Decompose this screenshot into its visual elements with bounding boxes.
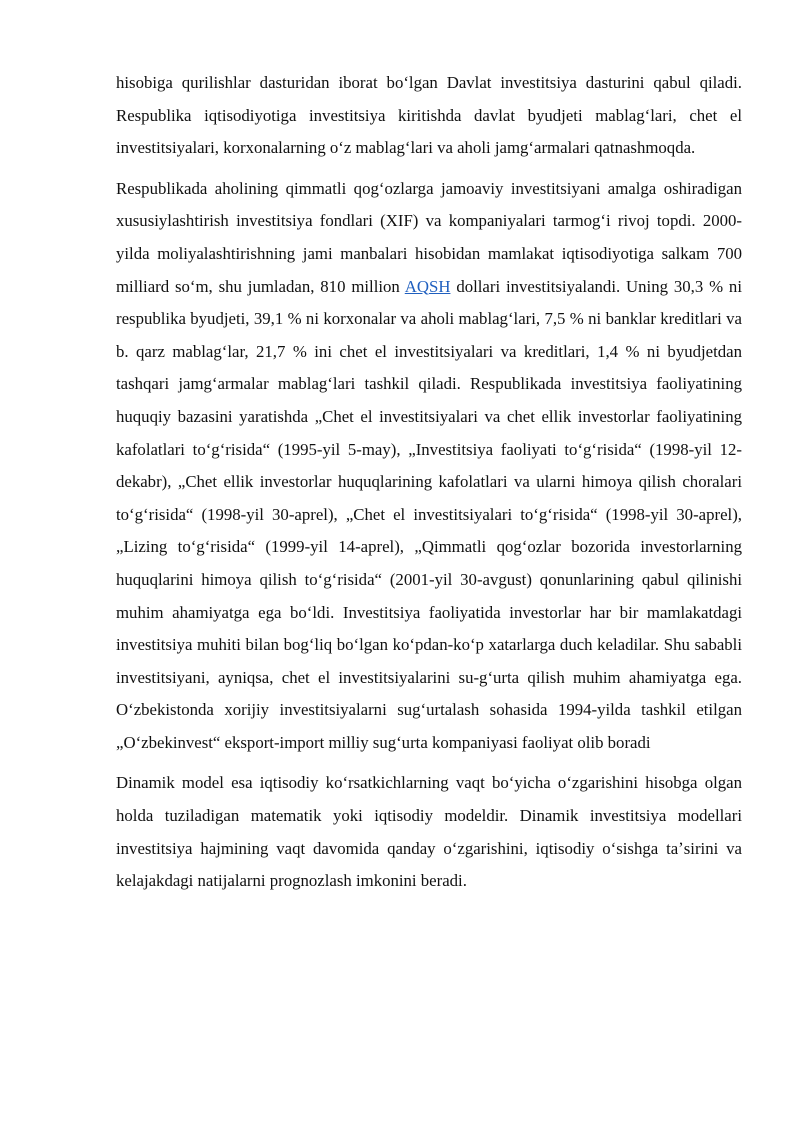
aqsh-link[interactable]: AQSH [404, 276, 451, 296]
paragraph-text-after-link: dollari investitsiyalandi. Uning 30,3 % ni respublika byudjeti, 39,1 % ni korxonalar va aholi mablagʻlari, 7,5 % ni banklar kreditlari va b. qarz mablagʻlar, 21,7 % ini chet el investitsiyalari va kreditlari, 1,4 % ni byudjetdan tashqari jamgʻarmalar mablagʻlari tashkil qiladi. Respublikada investitsiya faoliyatining huquqiy bazasini yaratishda „Chet el investitsiyalari va chet ellik investorlar faoliyatining kafolatlari toʻgʻrisida“ (1995-yil 5-may), „Investitsiya faoliyati toʻgʻrisida“ (1998-yil 12-dekabr), „Chet ellik investorlar huquqlarining kafolatlari va ularni himoya qilish choralari toʻgʻrisida“ (1998-yil 30-aprel), „Chet el investitsiyalari toʻgʻrisida“ (1998-yil 30-aprel), „Lizing toʻgʻrisida“ (1999-yil 14-aprel), „Qimmatli qogʻozlar bozorida investorlarning huquqlarini himoya qilish toʻgʻrisida“ (2001-yil 30-avgust) qonunlarining qabul qilinishi muhim ahamiyatga ega boʻldi. Investitsiya faoliyatida investorlar har bir mamlakatdagi investitsiya muhiti bilan bogʻliq boʻlgan koʻpdan-koʻp xatarlarga duch keladilar. Shu sababli investitsiyani, ayniqsa, chet el investitsiyalarini su-gʻurta qilish muhim ahamiyatga ega. Oʻzbekistonda xorijiy investitsiyalarni sugʻurtalash sohasida 1994-yilda tashkil etilgan „Oʻzbekinvest“ eksport-import milliy sugʻurta kompaniyasi faoliyat olib boradi [116, 276, 742, 752]
paragraph-investment-programme: hisobiga qurilishlar dasturidan iborat boʻlgan Davlat investitsiya dasturini qabul qiladi. Respublika iqtisodiyotiga investitsiya kiritishda davlat byudjeti mablagʻlari, chet el investitsiyalari, korxonalarning oʻz mablagʻlari va aholi jamgʻarmalari qatnashmoqda. [116, 73, 742, 158]
document-page [116, 67, 742, 906]
paragraph-text-before-link: Respublikada aholining qimmatli qogʻozlarga jamoaviy investitsiyani amalga oshiradigan xususiylashtirish investitsiya fondlari (XIF) va kompaniyalari tarmogʻi rivoj topdi. 2000-yilda moliyalashtirishning jami manbalari hisobidan mamlakat iqtisodiyotiga salkam 700 milliard soʻm, shu jumladan, 810 million [116, 178, 742, 296]
paragraph-investment-funds [116, 173, 742, 760]
paragraph-dynamic-model: Dinamik model esa iqtisodiy koʻrsatkichlarning vaqt boʻyicha oʻzgarishini hisobga olgan holda tuziladigan matematik yoki iqtisodiy modeldir. Dinamik investitsiya modellari investitsiya hajmining vaqt davomida qanday oʻzgarishini, iqtisodiy oʻsishga taʼsirini va kelajakdagi natijalarni prognozlash imkonini beradi. [116, 773, 742, 891]
